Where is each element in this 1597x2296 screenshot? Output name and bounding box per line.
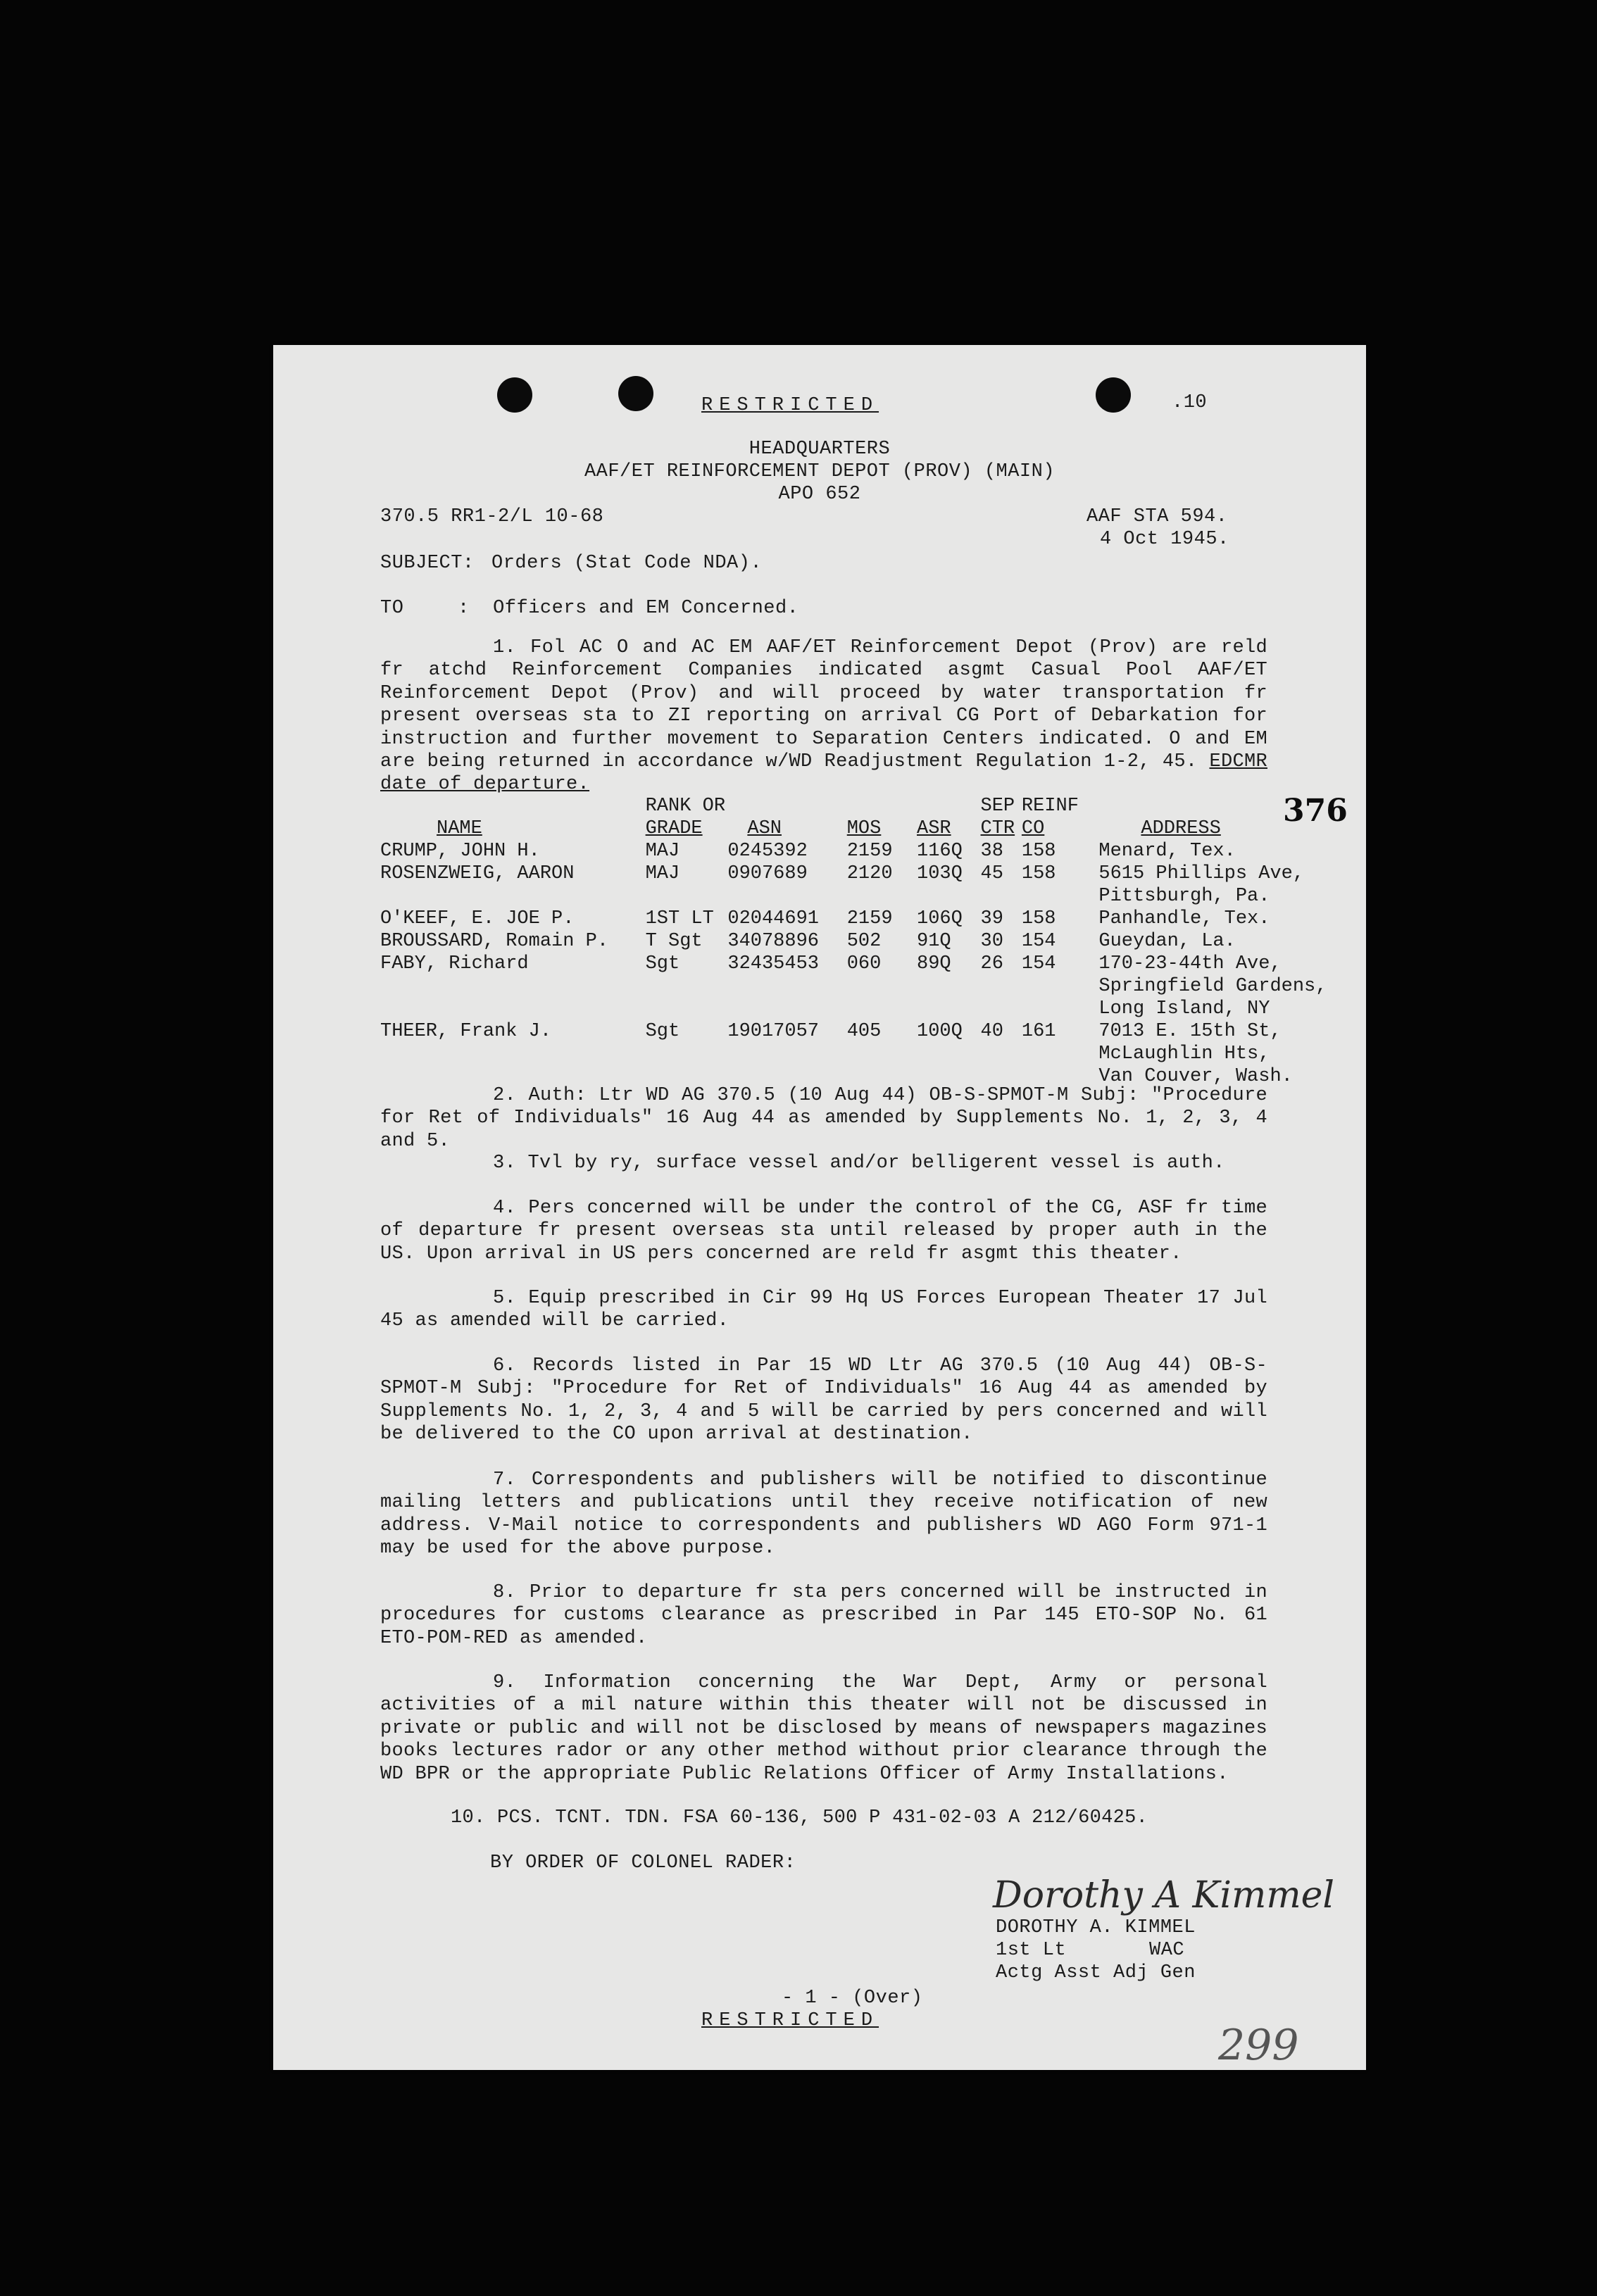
cell-mos: 060 bbox=[846, 953, 882, 974]
cell-asn bbox=[727, 976, 846, 998]
cell-asn: 02044691 bbox=[727, 908, 819, 929]
cell-asr: 106Q bbox=[917, 908, 963, 929]
cell-ctr: 30 bbox=[980, 931, 1003, 952]
col-co: CO bbox=[1021, 818, 1045, 839]
by-order-line: BY ORDER OF COLONEL RADER: bbox=[490, 1852, 796, 1874]
cell-address: Springfield Gardens, bbox=[1098, 976, 1327, 997]
cell-ctr: 40 bbox=[980, 1021, 1003, 1042]
cell-name: FABY, Richard bbox=[380, 953, 529, 974]
cell-address: 7013 E. 15th St, bbox=[1098, 1021, 1282, 1042]
paragraph-5: 5. Equip prescribed in Cir 99 Hq US Forces European Theater 17 Jul 45 as amended will be carried. bbox=[380, 1288, 1267, 1332]
cell-co: 158 bbox=[1021, 863, 1056, 884]
cell-co: 158 bbox=[1021, 908, 1056, 929]
signer-branch: WAC bbox=[1149, 1940, 1185, 1961]
cell-grade: MAJ bbox=[645, 863, 680, 884]
table-row bbox=[380, 841, 1366, 863]
cell-asn: 34078896 bbox=[727, 931, 819, 952]
cell-co bbox=[1022, 1043, 1099, 1066]
order-date: 4 Oct 1945. bbox=[1100, 529, 1229, 550]
cell-ctr: 45 bbox=[980, 863, 1003, 884]
cell-ctr bbox=[981, 998, 1022, 1021]
cell-name: O'KEEF, E. JOE P. bbox=[380, 908, 575, 929]
cell-grade: 1ST LT bbox=[645, 908, 714, 929]
cell-address: 170-23-44th Ave, bbox=[1098, 953, 1282, 974]
paragraph-9: 9. Information concerning the War Dept, Army or personal activities of a mil nature within this theater will not be discussed in private or public and will not be disclosed by means of newspapers magazines books lectures rador or any other method without prior clearance through the WD BPR or the appropriate Public Relations Officer of Army Installations. bbox=[380, 1672, 1267, 1785]
cell-address: 5615 Phillips Ave, bbox=[1098, 863, 1305, 884]
paragraph-4: 4. Pers concerned will be under the control of the CG, ASF fr time of departure fr present overseas sta until released by proper auth in the US. Upon arrival in US pers concerned are reld fr asgmt this theater. bbox=[380, 1198, 1267, 1265]
col-address: ADDRESS bbox=[1141, 818, 1221, 839]
cell-co: 154 bbox=[1021, 953, 1056, 974]
cell-mos: 2120 bbox=[846, 863, 893, 884]
table-row bbox=[380, 908, 1366, 931]
cell-mos bbox=[847, 886, 917, 908]
signer-rank: 1st Lt bbox=[996, 1940, 1067, 1961]
margin-stamp-number: 376 bbox=[1280, 793, 1351, 829]
rank-group-label: RANK OR bbox=[645, 796, 726, 817]
signer-title: Actg Asst Adj Gen bbox=[996, 1962, 1196, 1983]
cell-ctr bbox=[981, 886, 1022, 908]
cell-ctr: 39 bbox=[980, 908, 1003, 929]
paragraph-2: 2. Auth: Ltr WD AG 370.5 (10 Aug 44) OB-S-SPMOT-M Subj: "Procedure for Ret of Individuals" 16 Aug 44 as amended by Supplements No. 1, 2, 3, 4 and 5. bbox=[380, 1085, 1267, 1152]
document-page bbox=[273, 345, 1366, 2070]
cell-name: BROUSSARD, Romain P. bbox=[380, 931, 609, 952]
to-text: : Officers and EM Concerned. bbox=[458, 598, 799, 619]
cell-asr: 100Q bbox=[917, 1021, 963, 1042]
file-reference: 370.5 RR1-2/L 10-68 bbox=[380, 506, 604, 527]
cell-ctr bbox=[981, 1043, 1022, 1066]
cell-address: Long Island, NY bbox=[1098, 998, 1270, 1020]
paragraph-3: 3. Tvl by ry, surface vessel and/or belligerent vessel is auth. bbox=[493, 1153, 1225, 1174]
cell-grade: Sgt bbox=[645, 1021, 680, 1042]
cell-grade bbox=[646, 886, 728, 908]
org-line-2: AAF/ET REINFORCEMENT DEPOT (PROV) (MAIN) bbox=[584, 461, 1056, 482]
cell-co bbox=[1022, 886, 1099, 908]
roster-column-header bbox=[380, 818, 1366, 841]
cell-mos: 2159 bbox=[846, 841, 893, 862]
sep-group-label: SEP bbox=[980, 796, 1015, 817]
cell-asr: 103Q bbox=[917, 863, 963, 884]
cell-grade bbox=[646, 998, 728, 1021]
cell-asr bbox=[917, 1043, 981, 1066]
paragraph-10: 10. PCS. TCNT. TDN. FSA 60-136, 500 P 431-02-03 A 212/60425. bbox=[451, 1807, 1148, 1828]
cell-grade: T Sgt bbox=[645, 931, 703, 952]
handwritten-page-number: 299 bbox=[1218, 2021, 1299, 2070]
paragraph-6: 6. Records listed in Par 15 WD Ltr AG 370.5 (10 Aug 44) OB-S-SPMOT-M Subj: "Procedure for Ret of Individuals" 16 Aug 44 as amended by Supplements No. 1, 2, 3, 4 and 5 will be carried by pers concerned and will be delivered to the CO upon arrival at destination. bbox=[380, 1355, 1267, 1445]
cell-name bbox=[380, 976, 646, 998]
cell-name: CRUMP, JOHN H. bbox=[380, 841, 540, 862]
col-grade: GRADE bbox=[645, 818, 703, 839]
cell-asr: 91Q bbox=[917, 931, 951, 952]
personnel-roster bbox=[380, 796, 1366, 1089]
cell-co: 158 bbox=[1021, 841, 1056, 862]
cell-grade: Sgt bbox=[645, 953, 680, 974]
subject-text: Orders (Stat Code NDA). bbox=[491, 553, 763, 574]
cell-grade bbox=[646, 976, 728, 998]
cell-asn: 0907689 bbox=[727, 863, 808, 884]
cell-mos: 2159 bbox=[846, 908, 893, 929]
reinf-group-label: REINF bbox=[1021, 796, 1079, 817]
cell-mos: 405 bbox=[846, 1021, 882, 1042]
cell-asn: 19017057 bbox=[727, 1021, 819, 1042]
table-row bbox=[380, 886, 1366, 908]
cell-co: 154 bbox=[1021, 931, 1056, 952]
cell-name bbox=[380, 998, 646, 1021]
cell-address: Panhandle, Tex. bbox=[1098, 908, 1270, 929]
paragraph-7: 7. Correspondents and publishers will be notified to discontinue mailing letters and publications until they receive notification of new address. V-Mail notice to correspondents and publishers WD AGO Form 971-1 may be used for the above purpose. bbox=[380, 1469, 1267, 1560]
cell-mos bbox=[847, 998, 917, 1021]
col-name: NAME bbox=[437, 818, 482, 839]
cell-co bbox=[1022, 998, 1099, 1021]
cell-asn bbox=[727, 998, 846, 1021]
col-asn: ASN bbox=[747, 818, 782, 839]
cell-address: Gueydan, La. bbox=[1098, 931, 1236, 952]
handwritten-signature: Dorothy A Kimmel bbox=[993, 1874, 1335, 1917]
classification-bottom: RESTRICTED bbox=[701, 2010, 879, 2031]
cell-address: McLaughlin Hts, bbox=[1098, 1043, 1270, 1065]
cell-asr: 89Q bbox=[917, 953, 951, 974]
cell-asn: 32435453 bbox=[727, 953, 819, 974]
cell-asn bbox=[727, 886, 846, 908]
cell-name: THEER, Frank J. bbox=[380, 1021, 552, 1042]
cell-mos bbox=[847, 1043, 917, 1066]
col-mos: MOS bbox=[846, 818, 882, 839]
subject-label: SUBJECT: bbox=[380, 553, 475, 574]
station: AAF STA 594. bbox=[1086, 506, 1228, 527]
table-row bbox=[380, 1021, 1366, 1043]
page-number: - 1 - (Over) bbox=[782, 1988, 923, 2009]
cell-name bbox=[380, 1043, 646, 1066]
punch-hole bbox=[497, 377, 532, 413]
org-line-1: HEADQUARTERS bbox=[749, 439, 891, 460]
cell-asr bbox=[917, 998, 981, 1021]
cell-mos: 502 bbox=[846, 931, 882, 952]
cell-mos bbox=[847, 976, 917, 998]
paragraph-1: 1. Fol AC O and AC EM AAF/ET Reinforcement Depot (Prov) are reld fr atchd Reinforcement Companies indicated asgmt Casual Pool AAF/ET Reinforcement Depot (Prov) and will proceed by water transportation fr present overseas sta to ZI reporting on arrival CG Port of Debarkation for instruction and further movement to Separation Centers indicated. O and EM are being returned in accordance w/WD Readjustment Regulation 1-2, 45. EDCMR date of departure. bbox=[380, 637, 1267, 796]
table-row bbox=[380, 931, 1366, 953]
edcmr-note: EDCMR date of departure. bbox=[380, 751, 1267, 796]
cell-asn: 0245392 bbox=[727, 841, 808, 862]
table-row bbox=[380, 998, 1366, 1021]
cell-name bbox=[380, 886, 646, 908]
cell-ctr: 38 bbox=[980, 841, 1003, 862]
cell-address: Pittsburgh, Pa. bbox=[1098, 886, 1270, 907]
signer-name: DOROTHY A. KIMMEL bbox=[996, 1917, 1196, 1938]
classification-top: RESTRICTED bbox=[701, 395, 879, 416]
table-row bbox=[380, 863, 1366, 886]
cell-asr bbox=[917, 886, 981, 908]
punch-hole bbox=[618, 376, 653, 411]
cell-asr: 116Q bbox=[917, 841, 963, 862]
cell-asn bbox=[727, 1043, 846, 1066]
roster-group-header bbox=[380, 796, 1366, 818]
cell-address: Menard, Tex. bbox=[1098, 841, 1236, 862]
col-ctr: CTR bbox=[980, 818, 1015, 839]
cell-asr bbox=[917, 976, 981, 998]
table-row bbox=[380, 953, 1366, 976]
table-row bbox=[380, 1043, 1366, 1066]
cell-address: Van Couver, Wash. bbox=[1098, 1066, 1293, 1087]
cell-ctr bbox=[981, 976, 1022, 998]
org-line-3: APO 652 bbox=[778, 484, 861, 505]
page-mark: .10 bbox=[1172, 392, 1208, 413]
paragraph-8: 8. Prior to departure fr sta pers concerned will be instructed in procedures for customs clearance as prescribed in Par 145 ETO-SOP No. 61 ETO-POM-RED as amended. bbox=[380, 1582, 1267, 1649]
punch-hole bbox=[1096, 377, 1131, 413]
col-asr: ASR bbox=[917, 818, 951, 839]
cell-ctr: 26 bbox=[980, 953, 1003, 974]
to-label: TO bbox=[380, 598, 404, 619]
cell-grade: MAJ bbox=[645, 841, 680, 862]
cell-grade bbox=[646, 1043, 728, 1066]
cell-co bbox=[1022, 976, 1099, 998]
cell-name: ROSENZWEIG, AARON bbox=[380, 863, 575, 884]
cell-co: 161 bbox=[1021, 1021, 1056, 1042]
table-row bbox=[380, 976, 1366, 998]
